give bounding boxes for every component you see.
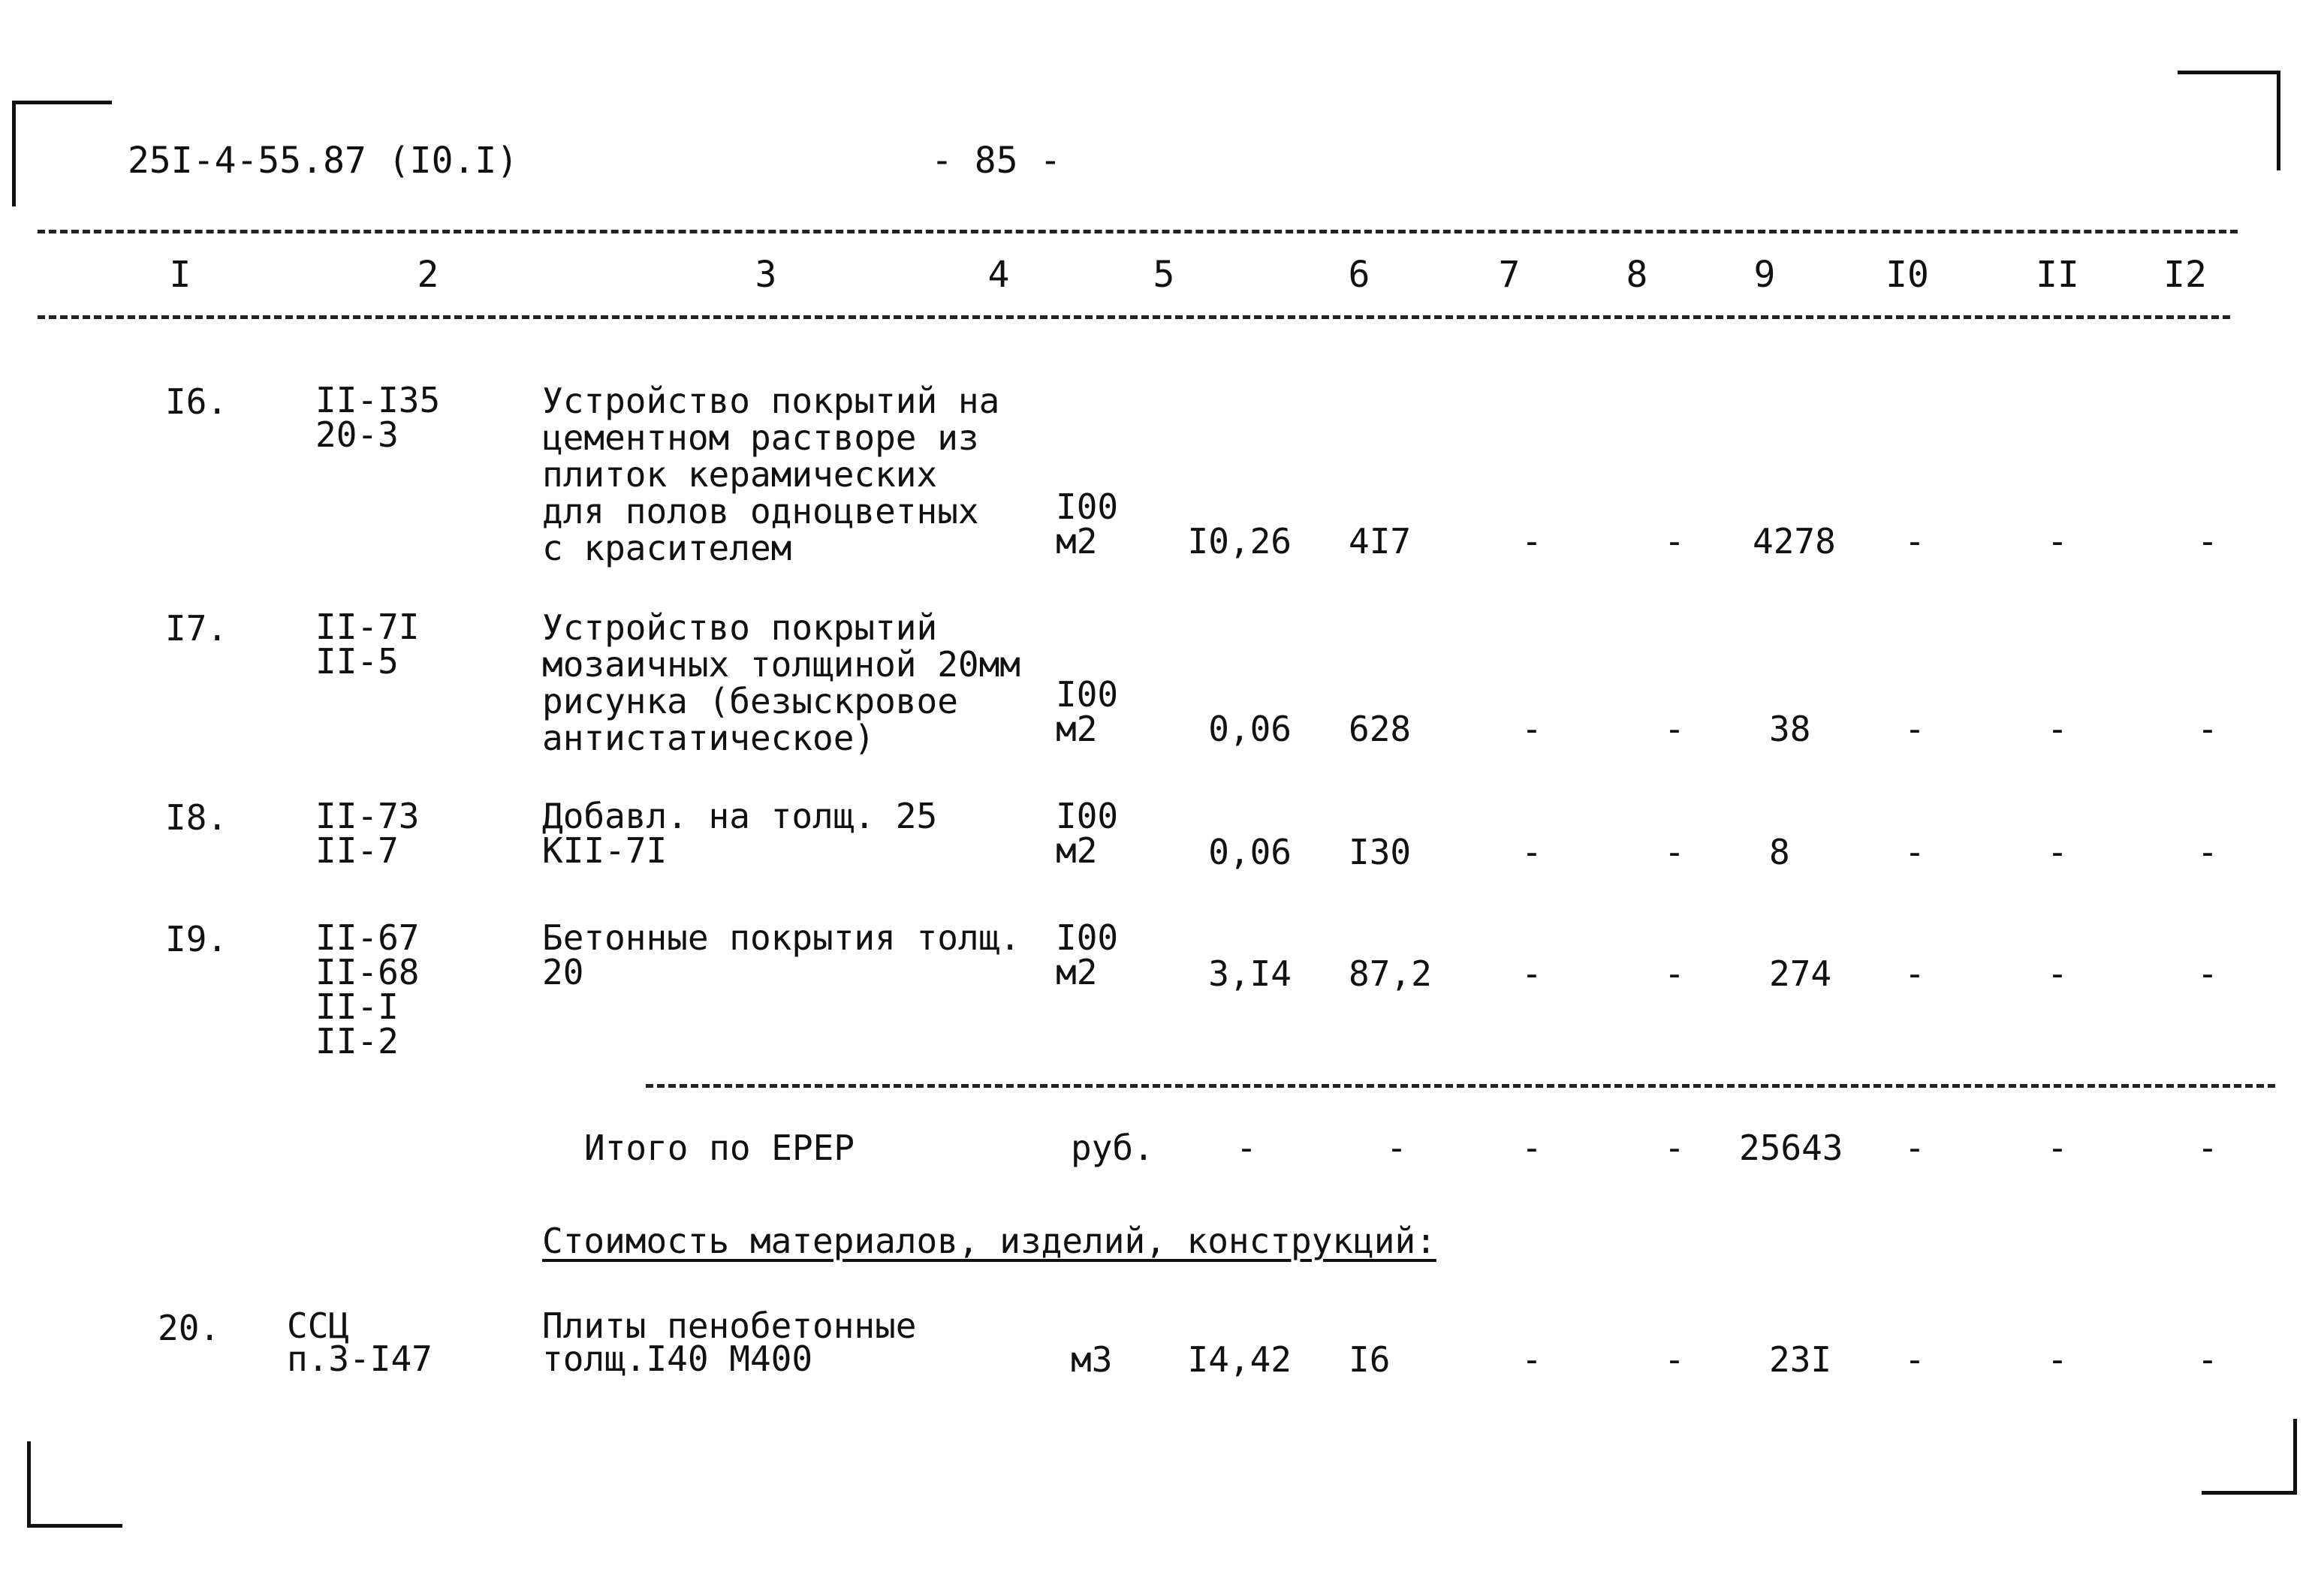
row-number: I9. xyxy=(165,919,228,959)
corner-bracket-bottom-right xyxy=(2202,1419,2297,1495)
row-number: 20. xyxy=(158,1308,221,1348)
total-label: Итого по ЕРЕР xyxy=(584,1128,855,1168)
corner-bracket-top-left xyxy=(12,101,112,206)
row-description: Устройство покрытий мозаичных толщиной 20мм рисунка (безыскровое антистатическое) xyxy=(542,607,1020,758)
row-col9: 8 xyxy=(1769,832,1790,872)
row-description: Добавл. на толщ. 25 КII-7I xyxy=(542,796,938,871)
row-code: ССЦ п.3-I47 xyxy=(287,1305,433,1379)
section-heading: Стоимость материалов, изделий, конструкций: xyxy=(542,1221,1436,1261)
row-col10: - xyxy=(1904,1339,1925,1380)
row-col9: 4278 xyxy=(1753,521,1836,562)
total-quantity: - xyxy=(1236,1128,1257,1168)
row-col11: - xyxy=(2047,832,2068,872)
row-col10: - xyxy=(1904,953,1925,994)
total-col10: - xyxy=(1904,1128,1925,1168)
row-number: I7. xyxy=(165,608,228,649)
row-number: I8. xyxy=(165,797,228,838)
row-price: 4I7 xyxy=(1349,521,1412,562)
total-col9: 25643 xyxy=(1739,1128,1843,1168)
row-col8: - xyxy=(1664,1339,1685,1380)
row-col10: - xyxy=(1904,709,1925,749)
row-col7: - xyxy=(1521,832,1542,872)
row-col10: - xyxy=(1904,832,1925,872)
row-price: 87,2 xyxy=(1349,953,1432,994)
column-header: I0 xyxy=(1885,254,1929,296)
header-rule-bottom xyxy=(38,315,2230,319)
row-price: I6 xyxy=(1349,1339,1391,1380)
row-quantity: I0,26 xyxy=(1187,521,1292,562)
row-unit: I00 м2 xyxy=(1056,796,1119,871)
column-header: 9 xyxy=(1753,254,1776,296)
row-description: Плиты пенобетонные толщ.I40 М400 xyxy=(542,1305,917,1379)
total-col8: - xyxy=(1664,1128,1685,1168)
column-header: I xyxy=(169,254,191,296)
row-col10: - xyxy=(1904,521,1925,562)
total-col7: - xyxy=(1521,1128,1542,1168)
row-col9: 274 xyxy=(1769,953,1832,994)
corner-bracket-bottom-left xyxy=(27,1441,122,1528)
total-col12: - xyxy=(2197,1128,2218,1168)
row-number: I6. xyxy=(165,381,228,422)
row-price: I30 xyxy=(1349,832,1412,872)
column-header: 3 xyxy=(755,254,777,296)
row-unit: м3 xyxy=(1071,1339,1113,1380)
row-code: II-7I II-5 xyxy=(315,607,420,682)
column-header: 4 xyxy=(987,254,1010,296)
row-col12: - xyxy=(2197,521,2218,562)
row-col11: - xyxy=(2047,709,2068,749)
row-col7: - xyxy=(1521,1339,1542,1380)
row-code: II-I35 20-3 xyxy=(315,380,441,455)
row-col7: - xyxy=(1521,709,1542,749)
row-col8: - xyxy=(1664,521,1685,562)
row-col7: - xyxy=(1521,953,1542,994)
row-col7: - xyxy=(1521,521,1542,562)
column-header: 8 xyxy=(1626,254,1648,296)
column-header: 6 xyxy=(1348,254,1370,296)
row-col9: 23I xyxy=(1769,1339,1832,1380)
row-col12: - xyxy=(2197,953,2218,994)
column-header: 2 xyxy=(417,254,439,296)
row-col8: - xyxy=(1664,953,1685,994)
row-col12: - xyxy=(2197,1339,2218,1380)
row-description: Бетонные покрытия толщ. 20 xyxy=(542,917,1020,992)
corner-bracket-top-right xyxy=(2178,71,2280,170)
row-code: II-67 II-68 II-I II-2 xyxy=(315,917,420,1061)
row-price: 628 xyxy=(1349,709,1412,749)
column-header: I2 xyxy=(2163,254,2207,296)
column-header: II xyxy=(2036,254,2079,296)
page-number: - 85 - xyxy=(931,140,1062,182)
row-description: Устройство покрытий на цементном растворе из плиток керамических для полов одноцветных с красителем xyxy=(542,381,1000,568)
row-col8: - xyxy=(1664,832,1685,872)
column-header: 7 xyxy=(1498,254,1521,296)
header-rule-top xyxy=(38,230,2238,233)
row-quantity: 0,06 xyxy=(1208,832,1292,872)
total-price: - xyxy=(1386,1128,1407,1168)
total-col11: - xyxy=(2047,1128,2068,1168)
row-unit: I00 м2 xyxy=(1056,917,1119,992)
row-col8: - xyxy=(1664,709,1685,749)
row-quantity: 3,I4 xyxy=(1208,953,1292,994)
subtotal-rule xyxy=(646,1084,2275,1088)
row-quantity: I4,42 xyxy=(1187,1339,1292,1380)
document-code: 25I-4-55.87 (I0.I) xyxy=(128,140,519,182)
column-header: 5 xyxy=(1153,254,1175,296)
row-unit: I00 м2 xyxy=(1056,674,1119,749)
row-col11: - xyxy=(2047,521,2068,562)
row-col9: 38 xyxy=(1769,709,1811,749)
row-col11: - xyxy=(2047,953,2068,994)
total-unit: руб. xyxy=(1071,1128,1154,1168)
row-col11: - xyxy=(2047,1339,2068,1380)
row-code: II-73 II-7 xyxy=(315,796,420,871)
row-unit: I00 м2 xyxy=(1056,486,1119,562)
row-col12: - xyxy=(2197,709,2218,749)
row-col12: - xyxy=(2197,832,2218,872)
row-quantity: 0,06 xyxy=(1208,709,1292,749)
